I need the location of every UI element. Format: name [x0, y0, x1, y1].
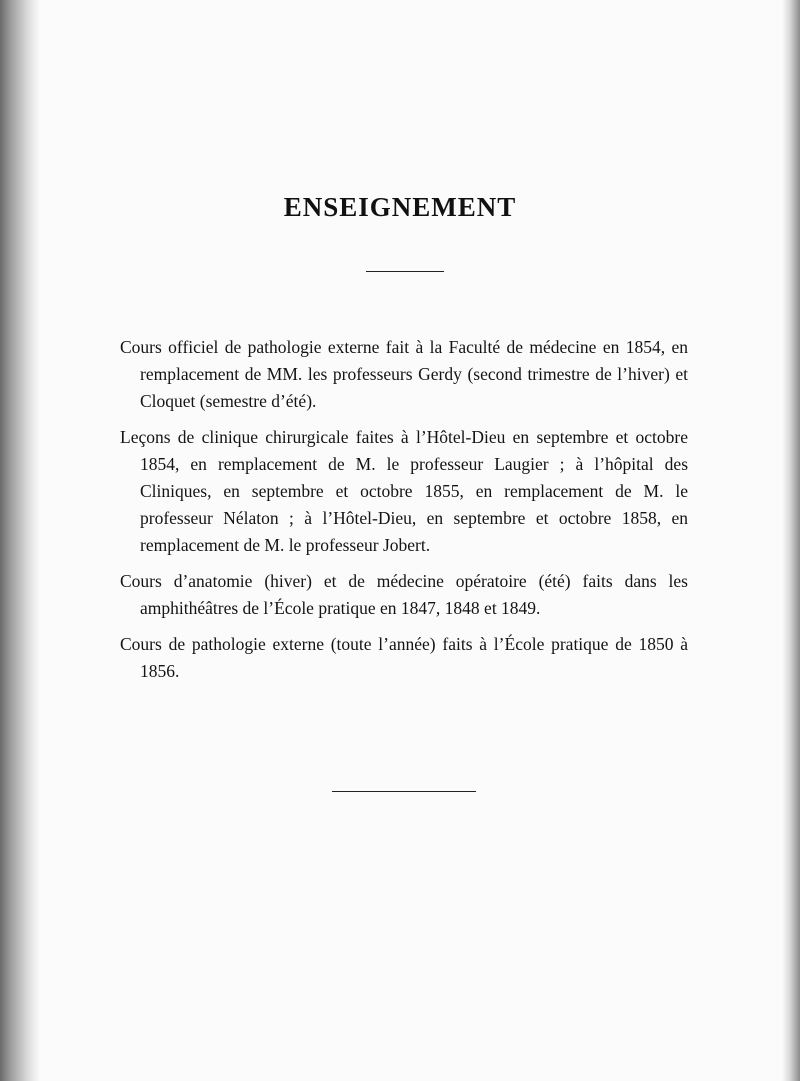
- entry-lecons-clinique: Leçons de clinique chirurgicale faites à l’Hôtel-Dieu en septembre et octobre 1854, en remplacement de M. le professeur Laugier ; à l’hôpital des Cliniques, en septembre et octobre 1855, en remplacement de M. le professeur Nélaton ; à l’Hôtel-Dieu, en septembre et octobre 1858, en remplacement de M. le professeur Jobert.: [120, 427, 688, 555]
- entries-list: [120, 334, 688, 685]
- closing-rule: [332, 791, 476, 792]
- entry-cours-pathologie: Cours de pathologie externe (toute l’année) faits à l’École pratique de 1850 à 1856.: [120, 634, 688, 681]
- entry-cours-anatomie: Cours d’anatomie (hiver) et de médecine opératoire (été) faits dans les amphithéâtres de l’École pratique en 1847, 1848 et 1849.: [120, 571, 688, 618]
- heading-rule: [366, 271, 444, 272]
- entry-cours-officiel: Cours officiel de pathologie externe fait à la Faculté de médecine en 1854, en remplacement de MM. les professeurs Gerdy (second trimestre de l’hiver) et Cloquet (semestre d’été).: [120, 337, 688, 411]
- section-heading: ENSEIGNEMENT: [283, 192, 517, 222]
